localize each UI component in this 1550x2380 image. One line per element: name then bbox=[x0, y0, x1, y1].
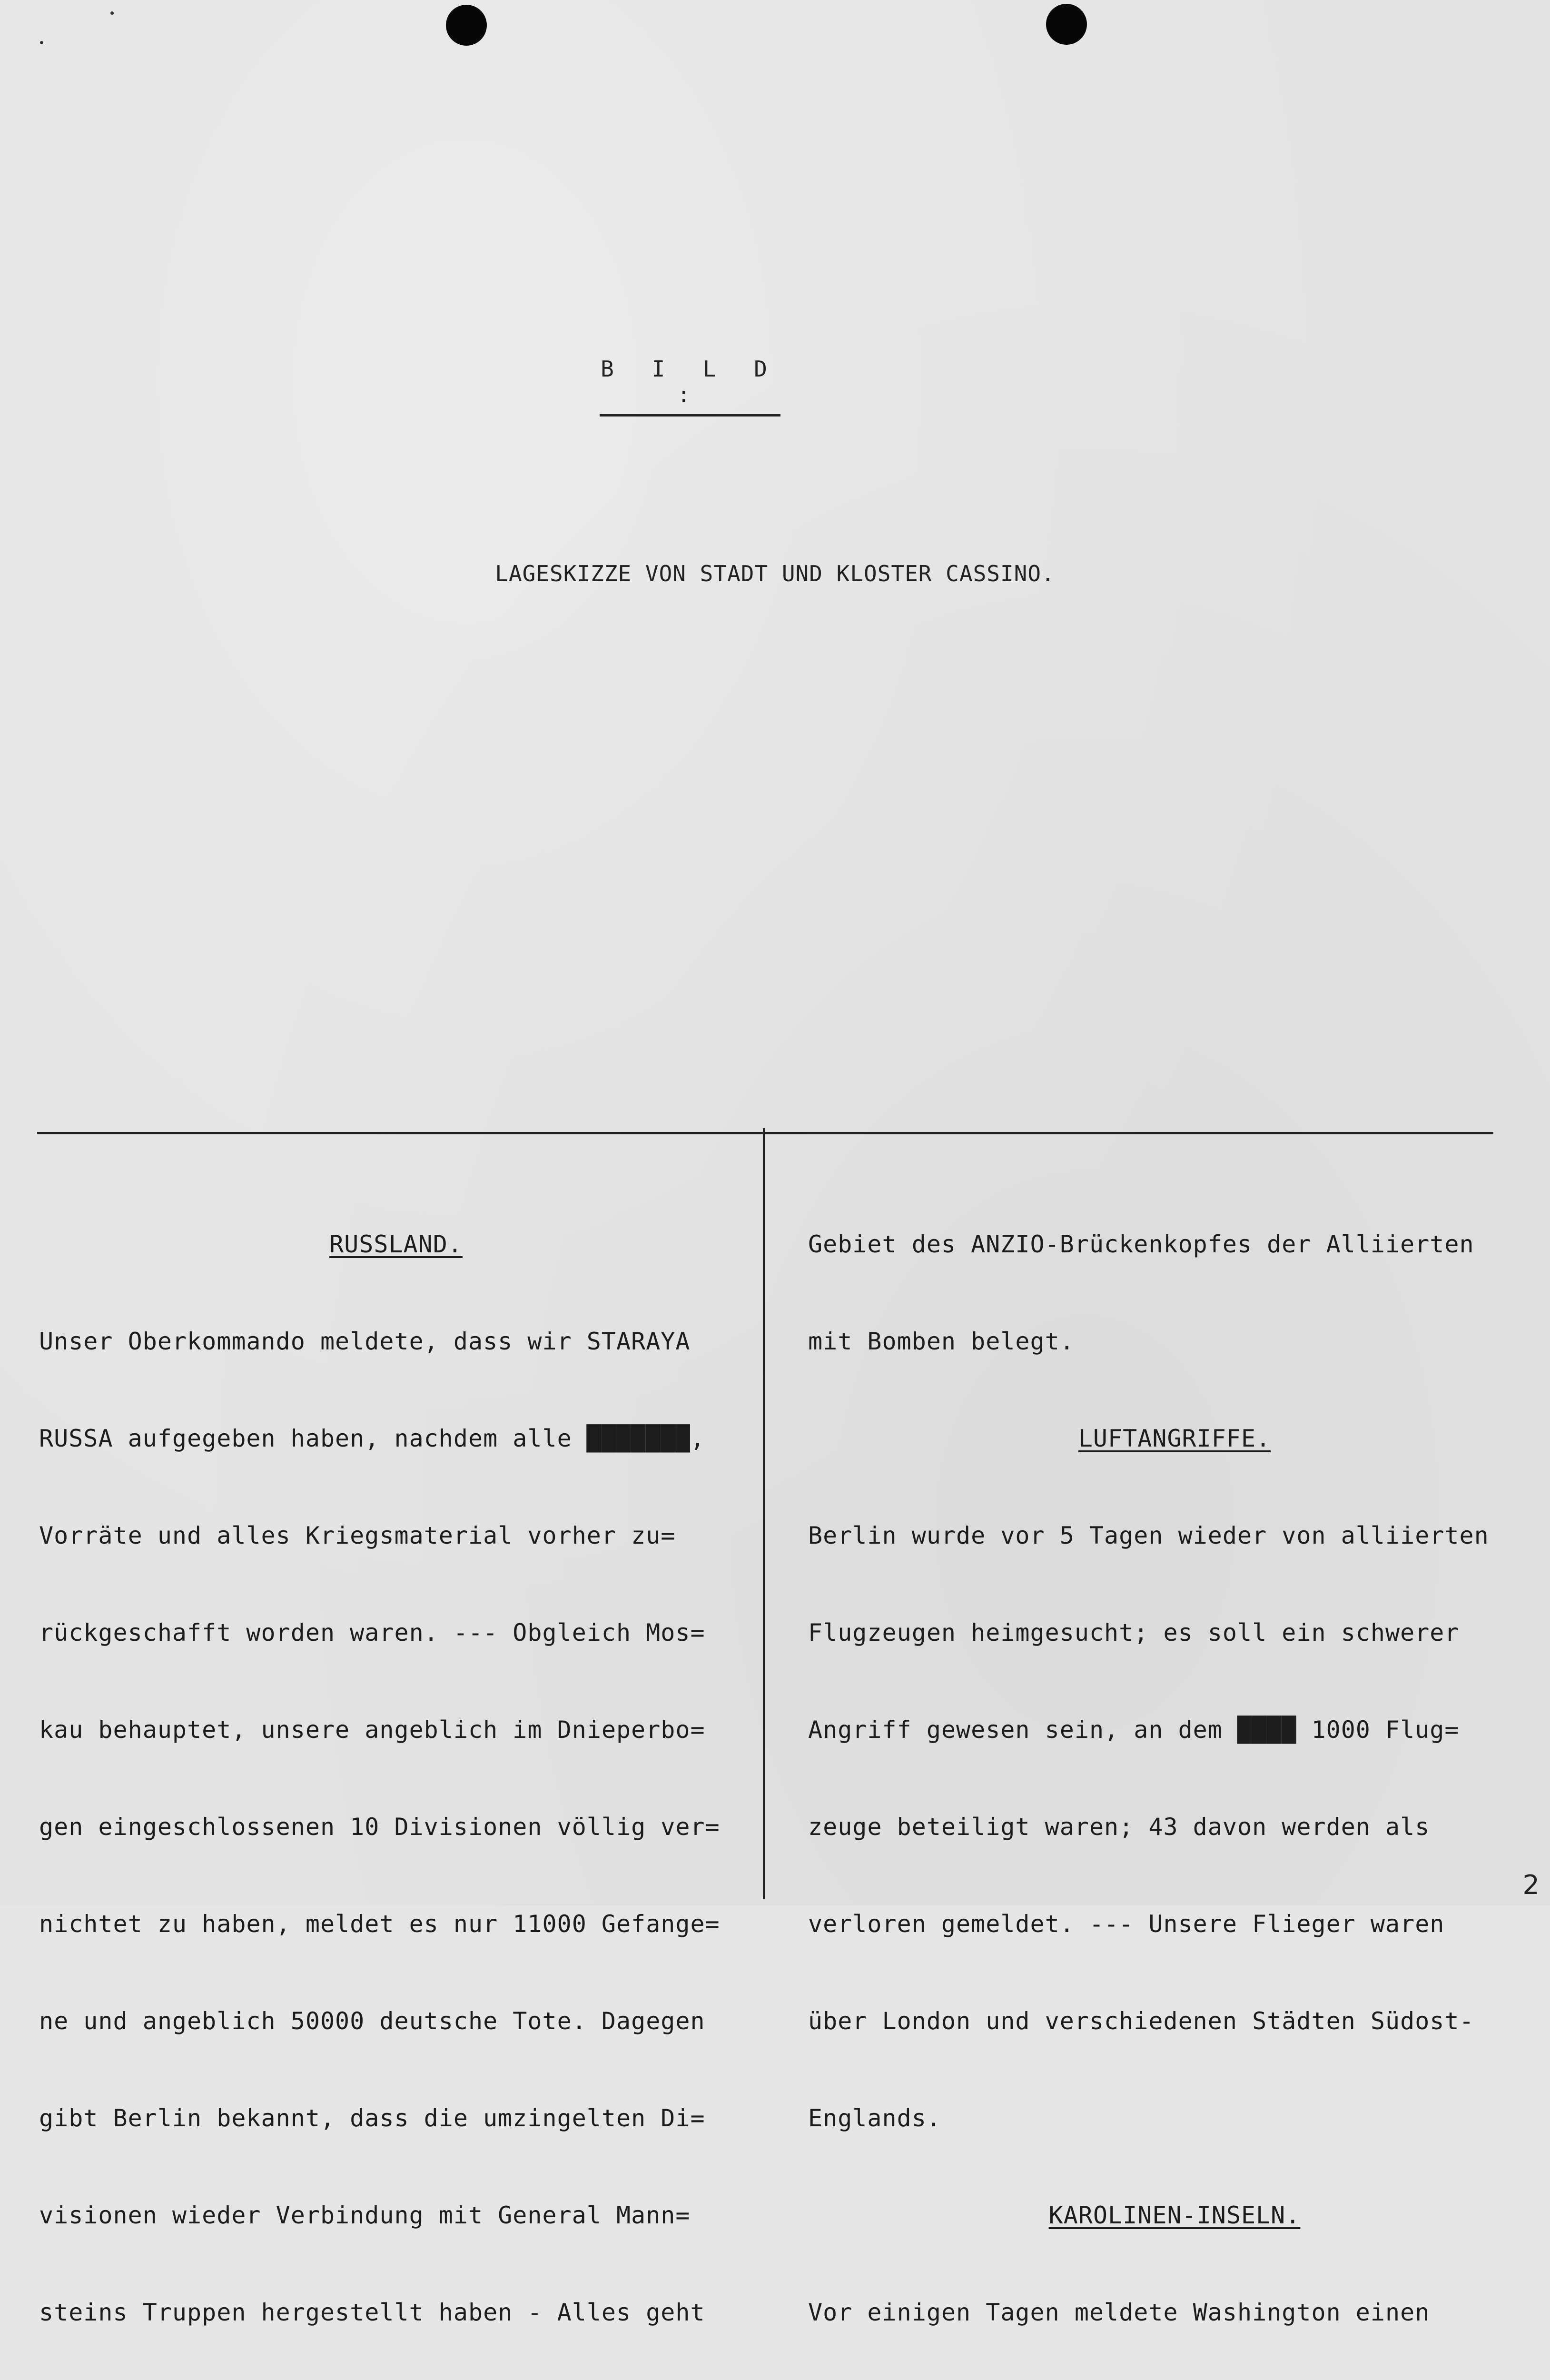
text-line: ne und angeblich 50000 deutsche Tote. Dagegen bbox=[39, 2007, 705, 2035]
section-heading-russland bbox=[39, 1228, 753, 1260]
text-line: Vor einigen Tagen meldete Washington einen bbox=[808, 2299, 1430, 2326]
section-heading-text: KAROLINEN-INSELN. bbox=[1048, 2202, 1301, 2229]
text-line: Flugzeugen heimgesucht; es soll ein schwerer bbox=[808, 1619, 1460, 1646]
left-column bbox=[39, 1163, 753, 2380]
right-column bbox=[808, 1163, 1541, 2380]
text-line: verloren gemeldet. --- Unsere Flieger waren bbox=[808, 1910, 1445, 1938]
text-line: steins Truppen hergestellt haben - Alles geht bbox=[39, 2299, 705, 2326]
section-heading-karolinen bbox=[808, 2199, 1541, 2231]
horizontal-divider bbox=[37, 1132, 1493, 1134]
bild-heading: B I L D : bbox=[600, 356, 780, 416]
text-line: mit Bomben belegt. bbox=[808, 1328, 1075, 1355]
image-caption: LAGESKIZZE VON STADT UND KLOSTER CASSINO. bbox=[495, 561, 1055, 586]
paper-speck bbox=[110, 11, 114, 15]
text-line: Angriff gewesen sein, an dem ████ 1000 Flug= bbox=[808, 1716, 1460, 1744]
text-line: Englands. bbox=[808, 2104, 941, 2132]
punch-hole-right bbox=[1046, 4, 1087, 45]
section-heading-text: RUSSLAND. bbox=[329, 1230, 463, 1258]
paper-speck bbox=[40, 41, 43, 44]
text-line: gibt Berlin bekannt, dass die umzingelten Di= bbox=[39, 2104, 705, 2132]
text-line: Gebiet des ANZIO-Brückenkopfes der Alliierten bbox=[808, 1230, 1474, 1258]
punch-hole-left bbox=[446, 5, 487, 46]
text-line: kau behauptet, unsere angeblich im Dnieperbo= bbox=[39, 1716, 705, 1744]
column-divider bbox=[763, 1128, 765, 1899]
text-line: RUSSA aufgegeben haben, nachdem alle ███████, bbox=[39, 1425, 705, 1452]
section-heading-luftangriffe bbox=[808, 1422, 1541, 1455]
text-line: Unser Oberkommando meldete, dass wir STARAYA bbox=[39, 1328, 691, 1355]
text-line: Vorräte und alles Kriegsmaterial vorher zu= bbox=[39, 1522, 676, 1549]
text-line: Berlin wurde vor 5 Tagen wieder von alliierten bbox=[808, 1522, 1489, 1549]
text-line: nichtet zu haben, meldet es nur 11000 Gefange= bbox=[39, 1910, 720, 1938]
text-line: über London und verschiedenen Städten Südost- bbox=[808, 2007, 1474, 2035]
text-line: zeuge beteiligt waren; 43 davon werden als bbox=[808, 1813, 1430, 1841]
text-line: visionen wieder Verbindung mit General Mann= bbox=[39, 2202, 691, 2229]
section-heading-text: LUFTANGRIFFE. bbox=[1078, 1425, 1271, 1452]
page-number: 2 bbox=[1522, 1870, 1540, 1901]
text-line: gen eingeschlossenen 10 Divisionen völlig ver= bbox=[39, 1813, 720, 1841]
text-line: rückgeschafft worden waren. --- Obgleich Mos= bbox=[39, 1619, 705, 1646]
